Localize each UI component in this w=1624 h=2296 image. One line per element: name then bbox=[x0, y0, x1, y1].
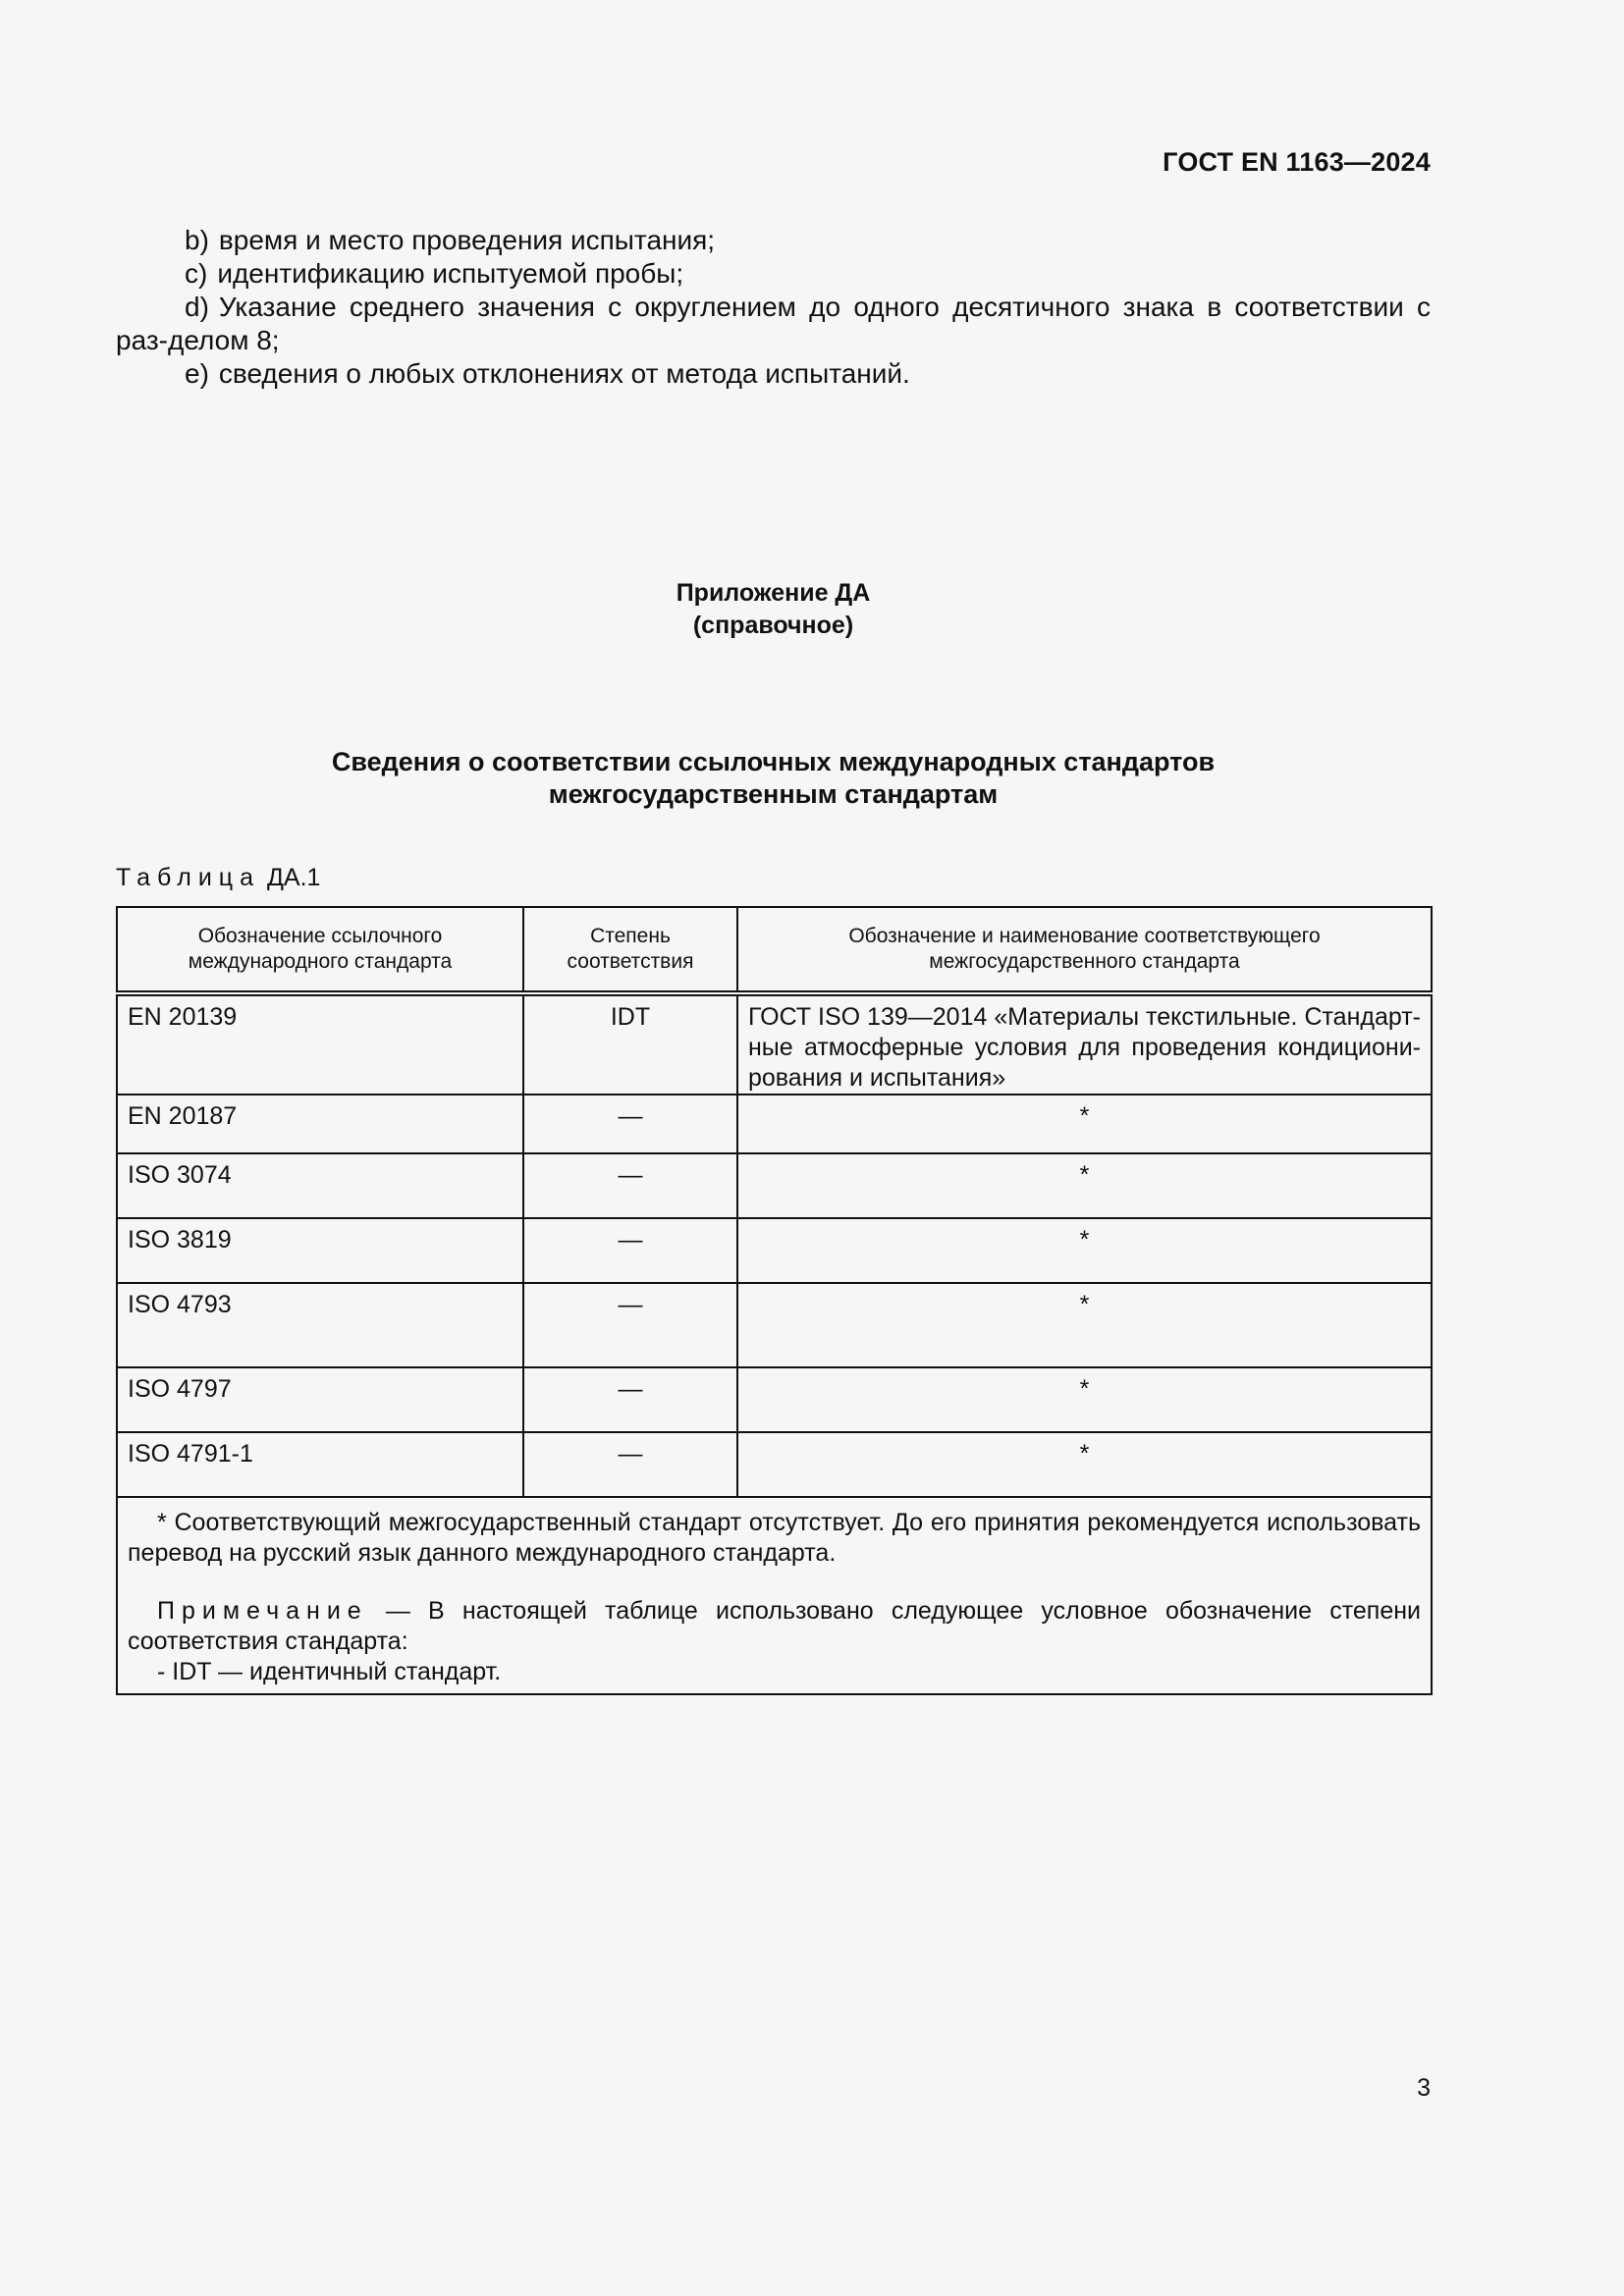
cell-interstate: * bbox=[737, 1283, 1432, 1367]
table-header-row bbox=[117, 907, 1432, 993]
header-line: Обозначение и наименование соответствующего bbox=[848, 925, 1321, 947]
list-item bbox=[116, 357, 1431, 391]
cell-international: EN 20139 bbox=[117, 993, 523, 1095]
page-number: 3 bbox=[1417, 2074, 1431, 2102]
list-item bbox=[116, 257, 1431, 291]
column-header-interstate bbox=[737, 907, 1432, 993]
header-line: международного стандарта bbox=[188, 950, 453, 973]
table-footnote: * Соответствующий межгосударственный стандарт отсутствует. До его принятия рекомендуется использовать перевод на русский язык данного международного стандарта. bbox=[128, 1509, 1421, 1567]
requirements-list bbox=[116, 224, 1431, 391]
cell-international: ISO 3819 bbox=[117, 1218, 523, 1283]
header-line: межгосударственного стандарта bbox=[929, 950, 1240, 973]
header-line: соответствия bbox=[567, 950, 694, 973]
cell-international: EN 20187 bbox=[117, 1095, 523, 1153]
cell-degree: — bbox=[523, 1283, 737, 1367]
table-caption-prefix: Таблица bbox=[116, 864, 261, 891]
table-caption bbox=[116, 864, 320, 892]
table-row bbox=[117, 993, 1432, 1095]
cell-interstate: * bbox=[737, 1153, 1432, 1218]
cell-international: ISO 4793 bbox=[117, 1283, 523, 1367]
table-row bbox=[117, 1218, 1432, 1283]
list-item-text: Указание среднего значения с округлением до одного десятичного знака в соответствии с раз-делом 8; bbox=[116, 292, 1431, 355]
cell-degree: — bbox=[523, 1153, 737, 1218]
cell-degree: — bbox=[523, 1095, 737, 1153]
table-row bbox=[117, 1095, 1432, 1153]
list-item-text: сведения о любых отклонениях от метода испытаний. bbox=[218, 358, 910, 389]
header-line: Степень bbox=[590, 925, 671, 947]
standards-table bbox=[116, 906, 1433, 1695]
table-row bbox=[117, 1367, 1432, 1432]
table-row bbox=[117, 1153, 1432, 1218]
list-marker: b) bbox=[185, 225, 209, 255]
list-item-text: идентификацию испытуемой пробы; bbox=[217, 258, 684, 289]
table-row bbox=[117, 1432, 1432, 1497]
table-row bbox=[117, 1283, 1432, 1367]
cell-international: ISO 4791-1 bbox=[117, 1432, 523, 1497]
section-heading-line: Сведения о соответствии ссылочных международных стандартов bbox=[331, 747, 1216, 776]
section-heading-line: межгосударственным стандартам bbox=[548, 779, 999, 809]
annex-title: Приложение ДА bbox=[676, 579, 871, 607]
cell-degree: — bbox=[523, 1218, 737, 1283]
document-code: ГОСТ EN 1163—2024 bbox=[1163, 147, 1431, 177]
cell-international: ISO 4797 bbox=[117, 1367, 523, 1432]
cell-interstate: * bbox=[737, 1367, 1432, 1432]
cell-degree: IDT bbox=[523, 993, 737, 1095]
note-text: — В настоящей таблице использовано следующее условное обозначение степени соответствия стандарта: bbox=[128, 1597, 1421, 1655]
cell-degree: — bbox=[523, 1367, 737, 1432]
annex-title-block bbox=[0, 577, 1546, 642]
list-marker: d) bbox=[185, 292, 209, 322]
table-footer bbox=[117, 1497, 1432, 1694]
table-note bbox=[128, 1596, 1421, 1657]
note-item: - IDT — идентичный стандарт. bbox=[157, 1658, 502, 1685]
cell-degree: — bbox=[523, 1432, 737, 1497]
cell-international: ISO 3074 bbox=[117, 1153, 523, 1218]
list-marker: e) bbox=[185, 358, 209, 389]
note-label: Примечание bbox=[157, 1597, 368, 1625]
cell-interstate: * bbox=[737, 1432, 1432, 1497]
column-header-degree bbox=[523, 907, 737, 993]
cell-interstate: ГОСТ ISO 139—2014 «Материалы текстильные. Стандарт-ные атмосферные условия для проведения кондициони-рования и испытания» bbox=[737, 993, 1432, 1095]
table-footer-row bbox=[117, 1497, 1432, 1694]
list-item bbox=[116, 291, 1431, 357]
list-item bbox=[116, 224, 1431, 257]
list-item-text: время и место проведения испытания; bbox=[218, 225, 716, 255]
column-header-international bbox=[117, 907, 523, 993]
header-line: Обозначение ссылочного bbox=[197, 925, 443, 947]
table-caption-number: ДА.1 bbox=[266, 864, 321, 891]
list-marker: c) bbox=[185, 258, 208, 289]
cell-interstate: * bbox=[737, 1095, 1432, 1153]
cell-interstate: * bbox=[737, 1218, 1432, 1283]
annex-subtitle: (справочное) bbox=[692, 612, 854, 639]
section-heading bbox=[0, 746, 1546, 811]
